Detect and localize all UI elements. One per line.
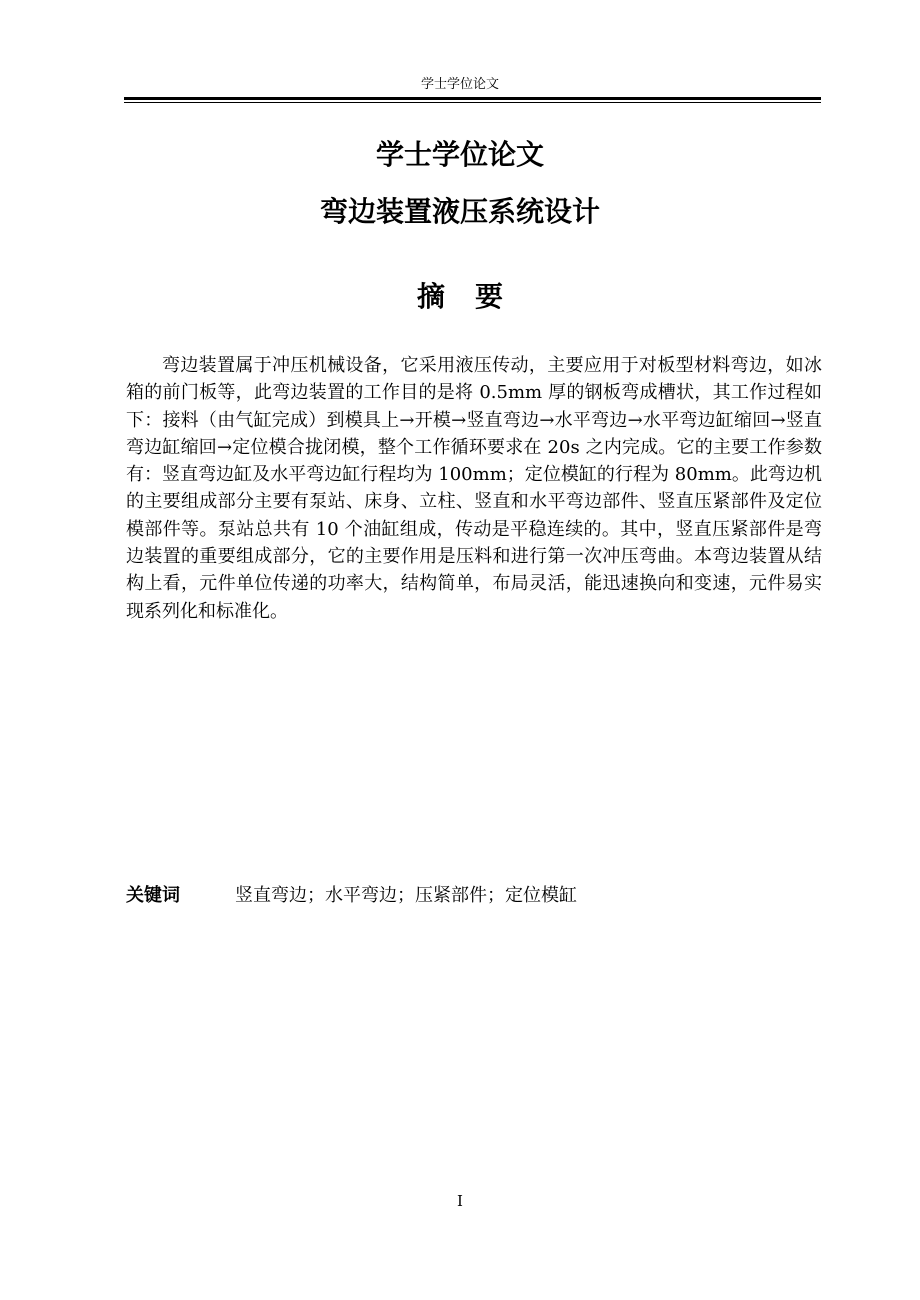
page-number: I bbox=[457, 1192, 463, 1210]
thesis-type-title: 学士学位论文 bbox=[375, 138, 544, 171]
abstract-body: 弯边装置属于冲压机械设备，它采用液压传动，主要应用于对板型材料弯边，如冰箱的前门板等，此弯边装置的工作目的是将 0.5mm 厚的钢板弯成槽状，其工作过程如下：接料（由气缸完成）到模具上→开模→竖直弯边→水平弯边→水平弯边缸缩回→竖直弯边缸缩回→定位模合拢闭模，整个工作循环要求在 20s 之内完成。它的主要工作参数有：竖直弯边缸及水平弯边缸行程均为 100mm；定位模缸的行程为 80mm。此弯边机的主要组成部分主要有泵站、床身、立柱、竖直和水平弯边部件、竖直压紧部件及定位模部件等。泵站总共有 10 个油缸组成，传动是平稳连续的。其中，竖直压紧部件是弯边装置的重要组成部分，它的主要作用是压料和进行第一次冲压弯曲。本弯边装置从结构上看，元件单位传递的功率大，结构简单，布局灵活，能迅速换向和变速，元件易实现系列化和标准化。 bbox=[126, 355, 822, 622]
running-header: 学士学位论文 bbox=[420, 77, 499, 92]
thesis-title: 弯边装置液压系统设计 bbox=[319, 195, 600, 228]
header-rule-thin bbox=[124, 102, 821, 103]
keywords-label: 关键词 bbox=[126, 885, 180, 906]
keywords-line bbox=[126, 882, 822, 910]
abstract-heading: 摘要 bbox=[416, 280, 533, 313]
header-rule-thick bbox=[124, 97, 821, 100]
keywords-value: 竖直弯边；水平弯边；压紧部件；定位模缸 bbox=[235, 885, 577, 906]
